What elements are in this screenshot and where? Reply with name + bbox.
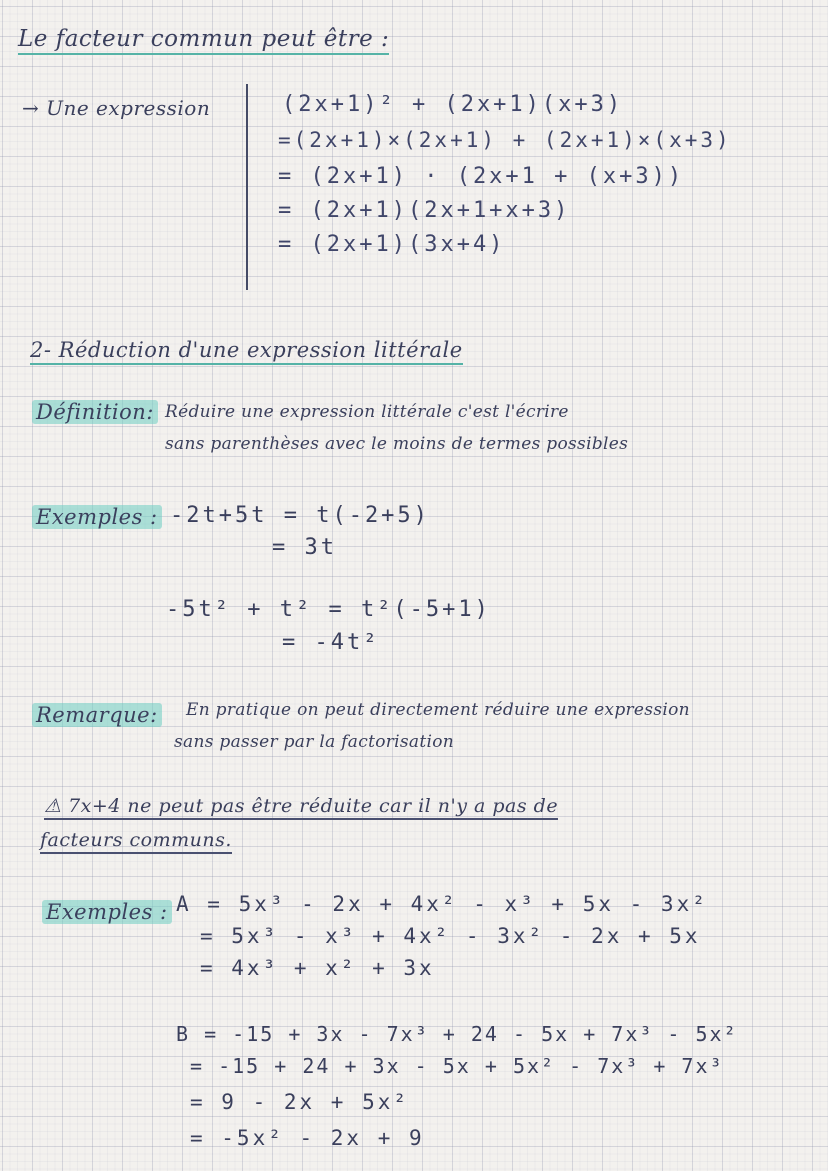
example1-line-1: -2t+5t = t(-2+5) xyxy=(170,503,430,528)
definition-label xyxy=(32,400,158,424)
section1-left-label xyxy=(22,96,210,120)
vertical-divider xyxy=(246,84,248,290)
A-line-2: = 5x³ - x³ + 4x² - 3x² - 2x + 5x xyxy=(200,924,701,948)
remark-label xyxy=(32,703,162,727)
arrow-icon: → xyxy=(22,96,40,120)
section1-line-2: =(2x+1)×(2x+1) + (2x+1)×(x+3) xyxy=(278,128,732,152)
example2-line-2: = -4t² xyxy=(282,630,380,655)
warning-line-1 xyxy=(44,795,558,817)
A-line-1: A = 5x³ - 2x + 4x² - x³ + 5x - 3x² xyxy=(176,892,708,916)
section1-line-1: (2x+1)² + (2x+1)(x+3) xyxy=(282,92,624,117)
B-line-2: = -15 + 24 + 3x - 5x + 5x² - 7x³ + 7x³ xyxy=(190,1054,724,1078)
section1-line-3: = (2x+1) · (2x+1 + (x+3)) xyxy=(278,164,685,189)
B-line-4: = -5x² - 2x + 9 xyxy=(190,1126,425,1150)
remark-label-text: Remarque: xyxy=(32,703,162,727)
section1-line-5: = (2x+1)(3x+4) xyxy=(278,232,506,257)
definition-label-text: Définition: xyxy=(32,400,158,424)
section2-title xyxy=(30,338,463,362)
section1-line-4: = (2x+1)(2x+1+x+3) xyxy=(278,198,571,223)
section1-title xyxy=(18,26,389,52)
warning-line-2 xyxy=(40,829,232,851)
warning-line-2-text: facteurs communs. xyxy=(40,829,232,854)
section1-title-text: Le facteur commun peut être : xyxy=(18,26,389,55)
section2-title-text: 2- Réduction d'une expression littérale xyxy=(30,338,463,365)
definition-line-1: Réduire une expression littérale c'est l'écrire xyxy=(165,402,569,422)
example2-line-1: -5t² + t² = t²(-5+1) xyxy=(166,597,491,622)
remark-line-2: sans passer par la factorisation xyxy=(174,732,455,752)
examples-label-text: Exemples : xyxy=(32,505,162,529)
A-line-3: = 4x³ + x² + 3x xyxy=(200,956,435,980)
B-line-3: = 9 - 2x + 5x² xyxy=(190,1090,410,1114)
section1-left-label-text: Une expression xyxy=(46,96,211,120)
examples-label xyxy=(32,505,162,529)
definition-line-2: sans parenthèses avec le moins de termes possibles xyxy=(165,434,629,454)
example1-line-2: = 3t xyxy=(272,535,337,560)
examples2-label-text: Exemples : xyxy=(42,900,172,924)
remark-line-1: En pratique on peut directement réduire une expression xyxy=(186,700,690,720)
warning-line-1-text: ⚠ 7x+4 ne peut pas être réduite car il n'y a pas de xyxy=(44,795,558,820)
B-line-1: B = -15 + 3x - 7x³ + 24 - 5x + 7x³ - 5x² xyxy=(176,1022,738,1046)
examples2-label xyxy=(42,900,172,924)
